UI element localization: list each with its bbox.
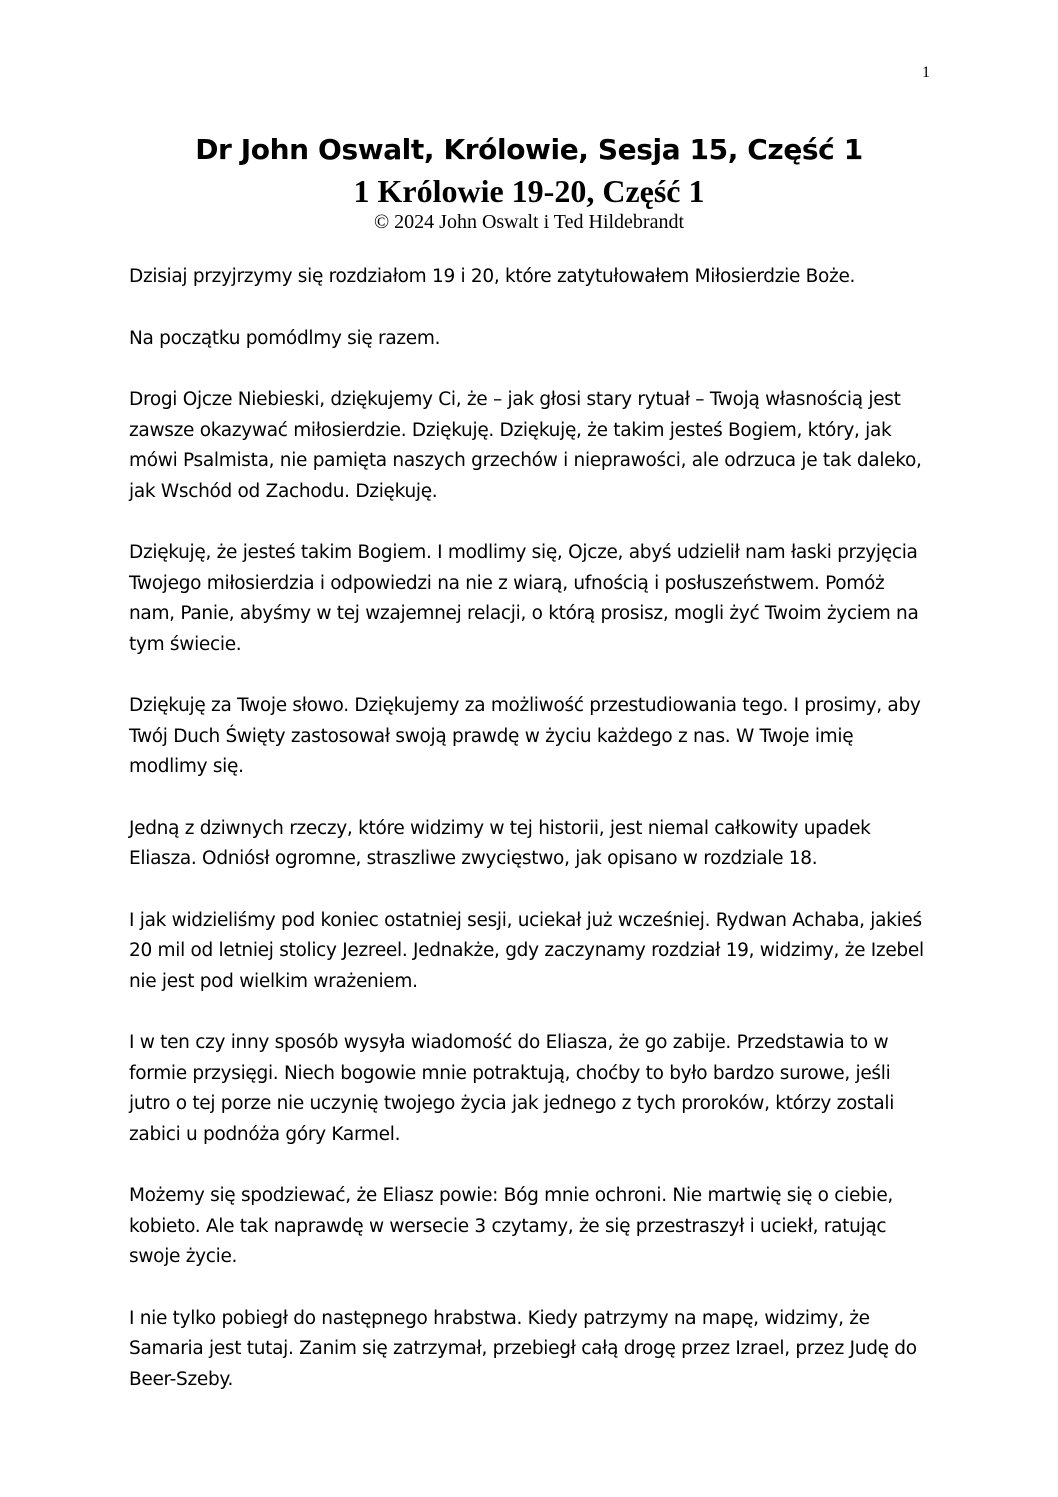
document-body: [129, 262, 929, 1426]
paragraph: Możemy się spodziewać, że Eliasz powie: Bóg mnie ochroni. Nie martwię się o ciebie, kobieto. Ale tak naprawdę w wersecie 3 czytamy, że się przestraszył i uciekł, ratując swoje życie.: [129, 1185, 893, 1267]
paragraph: I nie tylko pobiegł do następnego hrabstwa. Kiedy patrzymy na mapę, widzimy, że Samaria jest tutaj. Zanim się zatrzymał, przebiegł całą drogę przez Izrael, przez Judę do Beer-Szeby.: [129, 1307, 917, 1390]
document-header: [0, 128, 1058, 234]
page-number: 1: [922, 64, 930, 81]
paragraph: Drogi Ojcze Niebieski, dziękujemy Ci, że – jak głosi stary rytuał – Twoją własnością jest zawsze okazywać miłosierdzie. Dziękuję. Dziękuję, że takim jesteś Bogiem, który, jak mówi Psalmista, nie pamięta naszych grzechów i nieprawości, ale odrzuca je tak daleko, jak Wschód od Zachodu. Dziękuję.: [129, 389, 922, 502]
paragraph: I jak widzieliśmy pod koniec ostatniej sesji, uciekał już wcześniej. Rydwan Achaba, jakieś 20 mil od letniej stolicy Jezreel. Jednakże, gdy zaczynamy rozdział 19, widzimy, że Izebel nie jest pod wielkim wrażeniem.: [129, 909, 924, 992]
document-subtitle: 1 Królowie 19-20, Część 1: [353, 173, 705, 209]
paragraph: Dzisiaj przyjrzymy się rozdziałom 19 i 20, które zatytułowałem Miłosierdzie Boże.: [129, 266, 856, 287]
document-title: Dr John Oswalt, Królowie, Sesja 15, Część 1: [195, 133, 863, 166]
paragraph: Jedną z dziwnych rzeczy, które widzimy w tej historii, jest niemal całkowity upadek Eliasza. Odniósł ogromne, straszliwe zwycięstwo, jak opisano w rozdziale 18.: [129, 817, 871, 869]
paragraph: Dziękuję, że jesteś takim Bogiem. I modlimy się, Ojcze, abyś udzielił nam łaski przyjęcia Twojego miłosierdzia i odpowiedzi na nie z wiarą, ufnością i posłuszeństwem. Pomóż nam, Panie, abyśmy w tej wzajemnej relacji, o którą prosisz, mogli żyć Twoim życiem na tym świecie.: [129, 542, 919, 655]
paragraph: I w ten czy inny sposób wysyła wiadomość do Eliasza, że go zabije. Przedstawia to w formie przysięgi. Niech bogowie mnie potraktują, choćby to było bardzo surowe, jeśli jutro o tej porze nie uczynię twojego życia jak jednego z tych proroków, którzy zostali zabici u podnóża góry Karmel.: [129, 1032, 895, 1145]
paragraph: Na początku pomódlmy się razem.: [129, 327, 441, 349]
copyright-notice: © 2024 John Oswalt i Ted Hildebrandt: [373, 211, 685, 233]
paragraph: Dziękuję za Twoje słowo. Dziękujemy za możliwość przestudiowania tego. I prosimy, aby Twój Duch Święty zastosował swoją prawdę w życiu każdego z nas. W Twoje imię modlimy się.: [129, 695, 921, 777]
